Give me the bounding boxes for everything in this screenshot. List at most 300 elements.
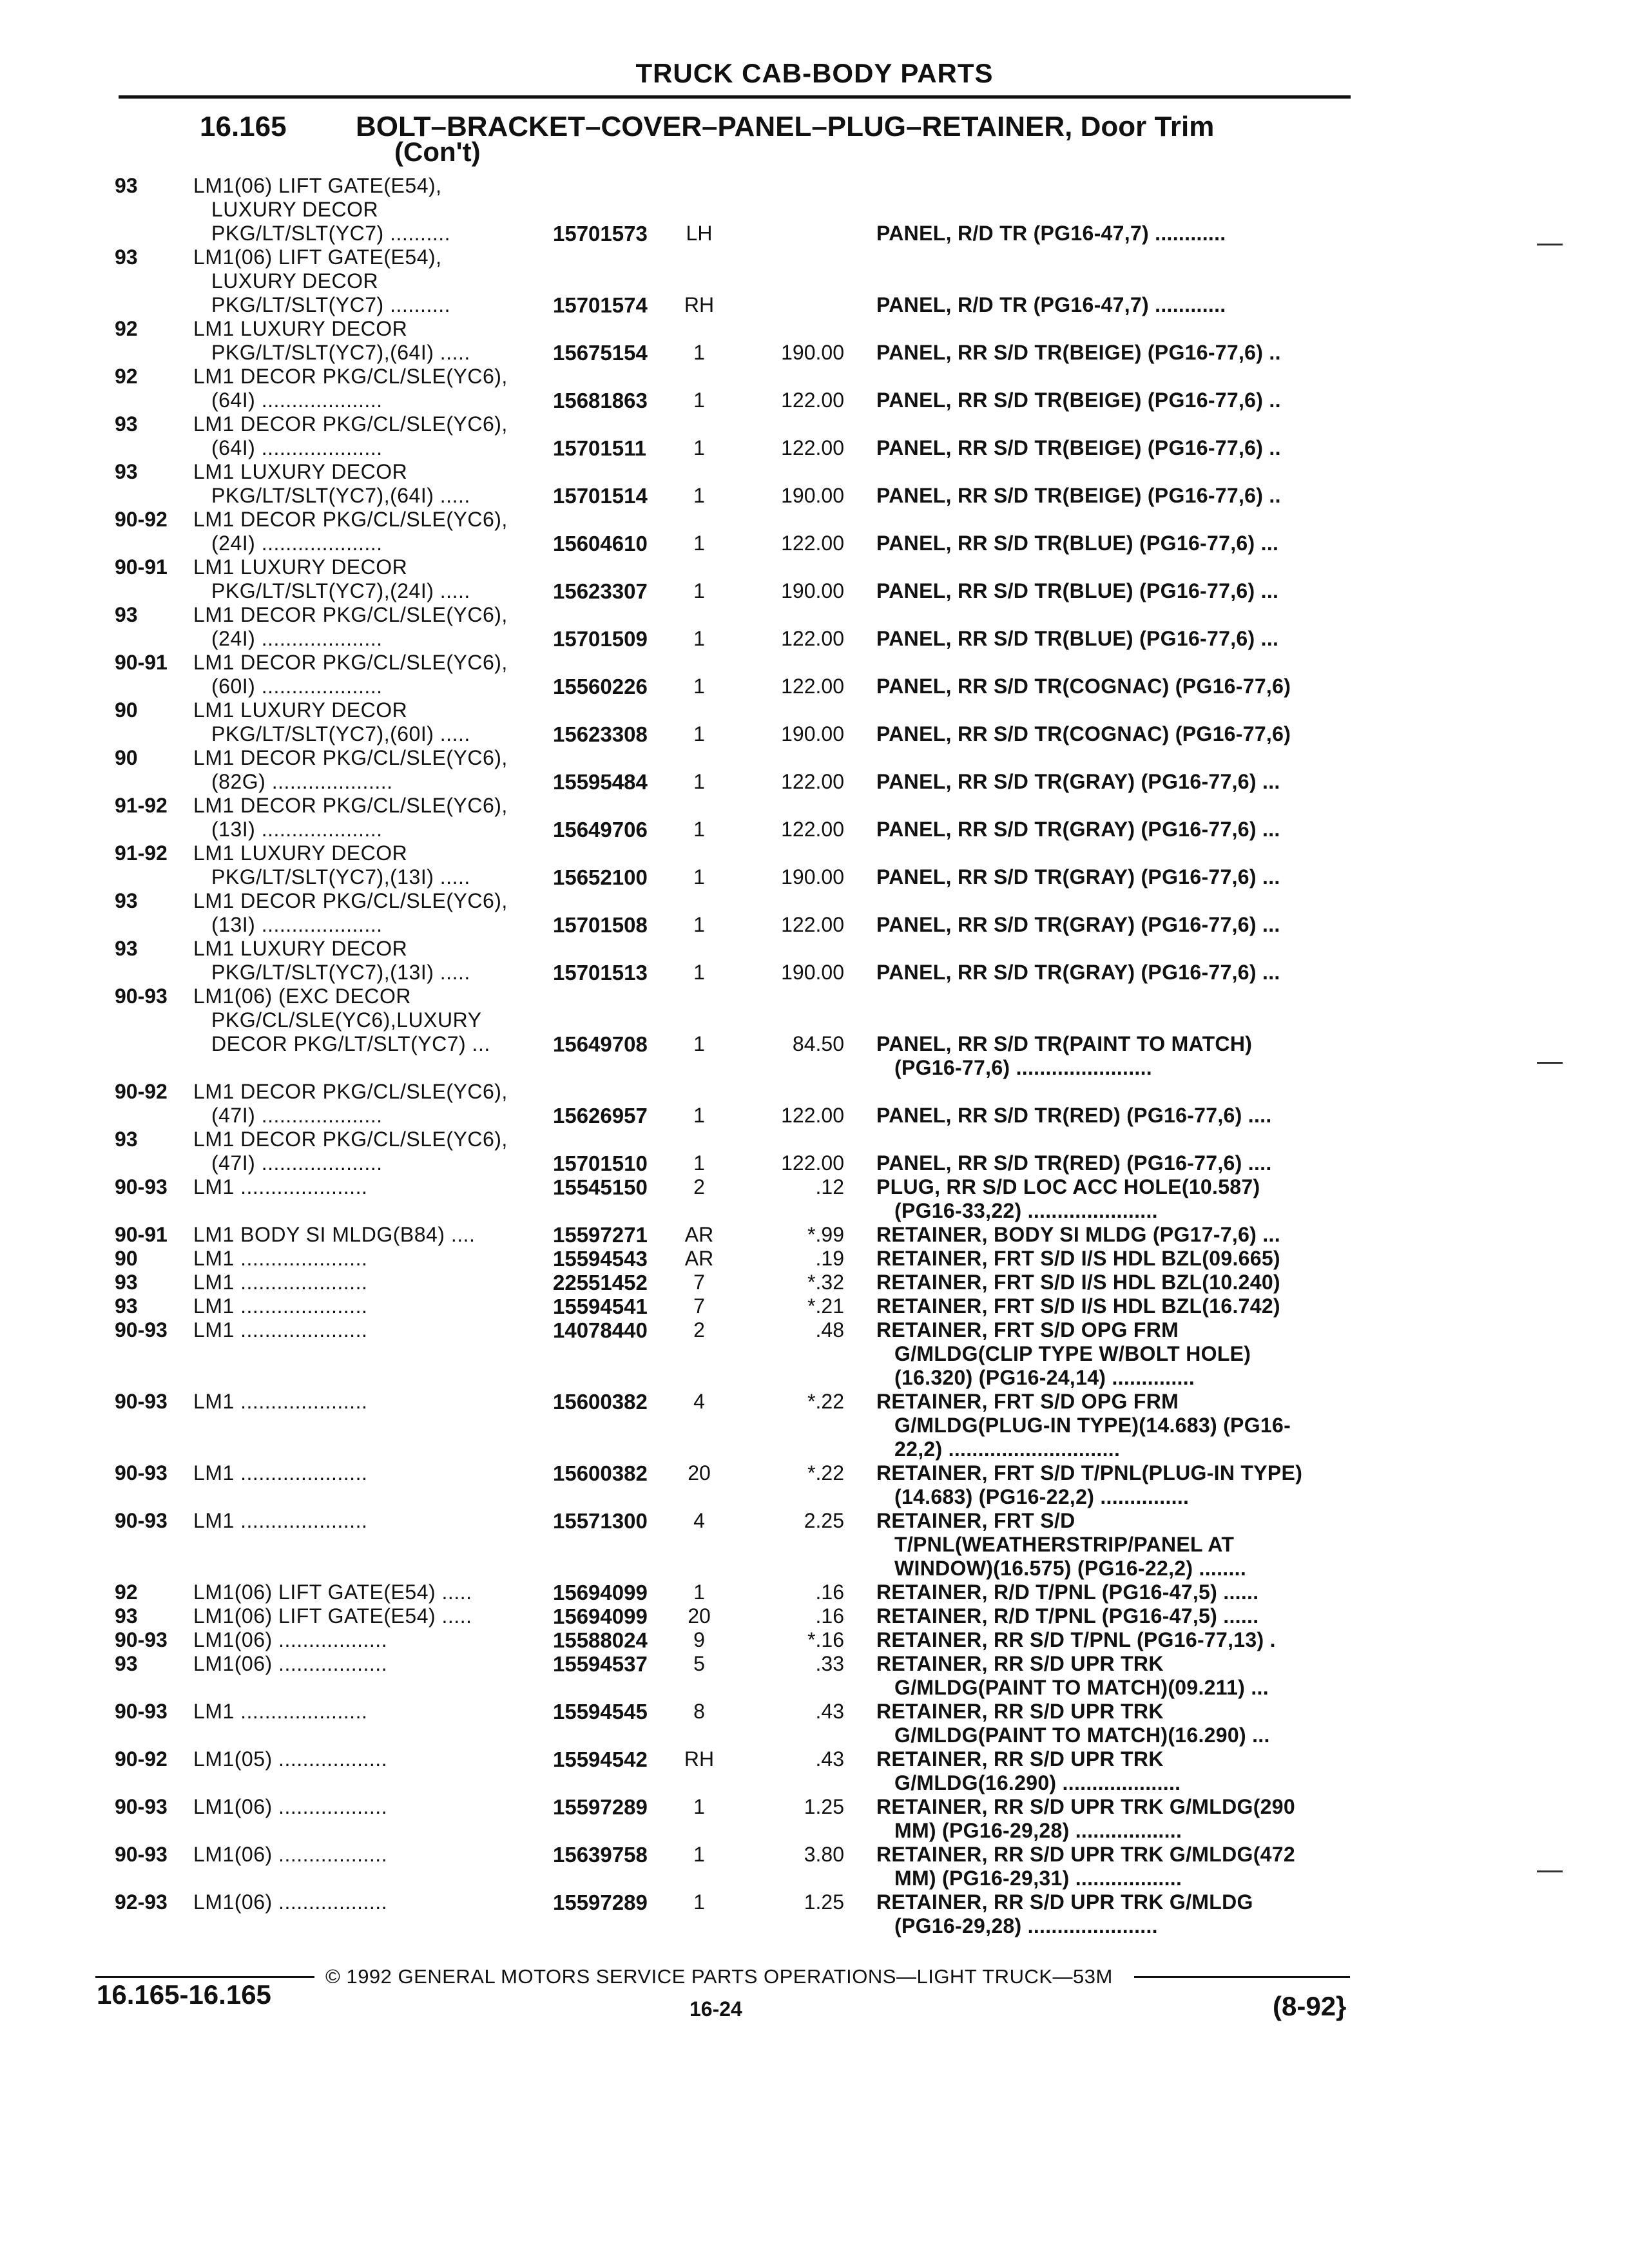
model-year: 92-93 <box>115 1890 168 1914</box>
usage-description: (47I) .................... <box>211 1151 383 1175</box>
price: .16 <box>815 1604 844 1628</box>
price: 2.25 <box>804 1509 844 1532</box>
model-year: 90-91 <box>115 555 168 579</box>
model-year: 90 <box>115 746 138 769</box>
part-name: PANEL, RR S/D TR(BEIGE) (PG16-77,6) .. <box>876 484 1281 507</box>
footer-page-number: 16-24 <box>689 1997 742 2021</box>
quantity: 1 <box>693 1032 705 1055</box>
margin-mark <box>1537 244 1563 245</box>
model-year: 91-92 <box>115 794 168 817</box>
margin-mark <box>1537 1870 1563 1872</box>
footer-date: (8-92} <box>1273 1991 1347 2021</box>
model-year: 90-92 <box>115 1080 168 1103</box>
model-year: 93 <box>115 1604 138 1628</box>
part-number: 15594542 <box>553 1747 648 1771</box>
usage-description: PKG/LT/SLT(YC7),(64I) ..... <box>211 341 470 364</box>
table-row <box>0 1509 1629 1581</box>
part-number: 15595484 <box>553 770 648 794</box>
part-name: PANEL, R/D TR (PG16-47,7) ............ <box>876 293 1226 316</box>
model-year: 93 <box>115 245 138 269</box>
part-number: 15701574 <box>553 293 648 317</box>
table-row <box>0 794 1629 841</box>
usage-description: PKG/CL/SLE(YC6),LUXURY <box>211 1008 482 1032</box>
table-row <box>0 1318 1629 1390</box>
usage-description: LM1(06) .................. <box>193 1795 388 1818</box>
part-name: RETAINER, FRT S/D I/S HDL BZL(10.240) <box>876 1271 1280 1294</box>
price: *.99 <box>807 1223 844 1246</box>
price: 122.00 <box>781 1151 844 1175</box>
part-number: 15681863 <box>553 389 648 412</box>
part-number: 15675154 <box>553 341 648 365</box>
footer-rule-right <box>1134 1976 1350 1978</box>
quantity: 1 <box>693 722 705 745</box>
model-year: 90-93 <box>115 1175 168 1198</box>
part-number: 15701513 <box>553 961 648 985</box>
usage-description: (47I) .................... <box>211 1104 383 1127</box>
part-name: PANEL, RR S/D TR(GRAY) (PG16-77,6) ... <box>876 818 1280 841</box>
table-row <box>0 985 1629 1080</box>
usage-description: PKG/LT/SLT(YC7),(60I) ..... <box>211 722 470 745</box>
usage-description: PKG/LT/SLT(YC7) .......... <box>211 222 450 245</box>
usage-description: LM1 LUXURY DECOR <box>193 460 408 483</box>
table-row <box>0 317 1629 365</box>
part-number: 15701511 <box>553 436 647 460</box>
usage-description: LM1 LUXURY DECOR <box>193 317 408 340</box>
table-row <box>0 1461 1629 1509</box>
model-year: 90 <box>115 698 138 722</box>
usage-description: LM1 DECOR PKG/CL/SLE(YC6), <box>193 508 508 531</box>
part-name: PANEL, RR S/D TR(GRAY) (PG16-77,6) ... <box>876 961 1280 984</box>
table-row <box>0 1294 1629 1318</box>
usage-description: LM1(06) .................. <box>193 1843 388 1866</box>
footer-rule-left <box>95 1976 314 1978</box>
model-year: 92 <box>115 365 138 388</box>
price: 122.00 <box>781 770 844 793</box>
price: 122.00 <box>781 1104 844 1127</box>
table-row <box>0 1843 1629 1890</box>
model-year: 90-93 <box>115 1509 168 1532</box>
model-year: 90-92 <box>115 508 168 531</box>
quantity: 4 <box>693 1390 705 1413</box>
price: 1.25 <box>804 1890 844 1914</box>
model-year: 90-93 <box>115 1628 168 1651</box>
table-row <box>0 460 1629 508</box>
page-header: TRUCK CAB-BODY PARTS <box>635 58 994 88</box>
model-year: 93 <box>115 174 138 197</box>
usage-description: LM1 LUXURY DECOR <box>193 698 408 722</box>
usage-description: (13I) .................... <box>211 913 383 936</box>
usage-description: LM1(06) .................. <box>193 1652 388 1675</box>
usage-description: LM1 DECOR PKG/CL/SLE(YC6), <box>193 1128 508 1151</box>
part-name: PANEL, RR S/D TR(BLUE) (PG16-77,6) ... <box>876 627 1279 650</box>
table-row <box>0 1080 1629 1128</box>
part-name: RETAINER, BODY SI MLDG (PG17-7,6) ... <box>876 1223 1280 1246</box>
price: 122.00 <box>781 913 844 936</box>
usage-description: LM1 LUXURY DECOR <box>193 937 408 960</box>
part-number: 15701514 <box>553 484 648 508</box>
table-row <box>0 841 1629 889</box>
quantity: 5 <box>693 1652 705 1675</box>
price: 122.00 <box>781 818 844 841</box>
quantity: 1 <box>693 341 705 364</box>
part-number: 15652100 <box>553 865 648 889</box>
part-name: PANEL, RR S/D TR(BLUE) (PG16-77,6) ... <box>876 579 1279 602</box>
usage-description: LM1(06) LIFT GATE(E54) ..... <box>193 1581 472 1604</box>
model-year: 90 <box>115 1247 138 1270</box>
quantity: AR <box>684 1223 714 1246</box>
part-name: PANEL, RR S/D TR(BLUE) (PG16-77,6) ... <box>876 532 1279 555</box>
table-row <box>0 555 1629 603</box>
table-row <box>0 1390 1629 1461</box>
usage-description: LM1(06) LIFT GATE(E54), <box>193 245 442 269</box>
usage-description: LM1(06) LIFT GATE(E54) ..... <box>193 1604 472 1628</box>
price: 190.00 <box>781 865 844 889</box>
table-row <box>0 1271 1629 1294</box>
model-year: 90-92 <box>115 1747 168 1771</box>
part-number: 15701508 <box>553 913 648 937</box>
usage-description: LM1 LUXURY DECOR <box>193 555 408 579</box>
table-row <box>0 1581 1629 1604</box>
part-name: MM) (PG16-29,28) .................. <box>894 1819 1182 1842</box>
price: .33 <box>815 1652 844 1675</box>
part-number: 15694099 <box>553 1604 648 1628</box>
quantity: 1 <box>693 961 705 984</box>
usage-description: LM1 DECOR PKG/CL/SLE(YC6), <box>193 746 508 769</box>
section-number: 16.165 <box>200 111 287 142</box>
usage-description: LM1 DECOR PKG/CL/SLE(YC6), <box>193 794 508 817</box>
part-name: PANEL, RR S/D TR(GRAY) (PG16-77,6) ... <box>876 865 1280 889</box>
part-name: PANEL, RR S/D TR(RED) (PG16-77,6) .... <box>876 1151 1272 1175</box>
price: .48 <box>815 1318 844 1341</box>
quantity: 1 <box>693 770 705 793</box>
quantity: 1 <box>693 1795 705 1818</box>
part-name: 22,2) ............................. <box>894 1437 1121 1461</box>
model-year: 90-93 <box>115 1461 168 1485</box>
part-number: 15588024 <box>553 1628 648 1652</box>
price: 190.00 <box>781 579 844 602</box>
quantity: 1 <box>693 1151 705 1175</box>
usage-description: LUXURY DECOR <box>211 198 379 221</box>
quantity: 20 <box>688 1604 711 1628</box>
part-number: 15649708 <box>553 1032 648 1056</box>
part-name: G/MLDG(PLUG-IN TYPE)(14.683) (PG16- <box>894 1414 1291 1437</box>
usage-description: LM1 ..................... <box>193 1509 368 1532</box>
table-row <box>0 245 1629 317</box>
usage-description: (24I) .................... <box>211 627 383 650</box>
table-row <box>0 1128 1629 1175</box>
usage-description: (82G) .................... <box>211 770 393 793</box>
table-row <box>0 1604 1629 1628</box>
price: 122.00 <box>781 532 844 555</box>
quantity: 7 <box>693 1271 705 1294</box>
price: 190.00 <box>781 341 844 364</box>
usage-description: LM1 ..................... <box>193 1390 368 1413</box>
usage-description: (64I) .................... <box>211 389 383 412</box>
part-name: (PG16-29,28) ...................... <box>894 1914 1158 1937</box>
part-name: RETAINER, FRT S/D OPG FRM <box>876 1390 1179 1413</box>
quantity: AR <box>684 1247 714 1270</box>
model-year: 90-93 <box>115 1390 168 1413</box>
part-name: PANEL, RR S/D TR(GRAY) (PG16-77,6) ... <box>876 770 1280 793</box>
part-number: 15600382 <box>553 1390 648 1414</box>
quantity: RH <box>684 1747 715 1771</box>
table-row <box>0 746 1629 794</box>
model-year: 92 <box>115 317 138 340</box>
usage-description: LM1(05) .................. <box>193 1747 388 1771</box>
part-number: 15594543 <box>553 1247 648 1271</box>
usage-description: LM1 ..................... <box>193 1700 368 1723</box>
price: 122.00 <box>781 675 844 698</box>
part-name: RETAINER, RR S/D UPR TRK G/MLDG <box>876 1890 1253 1914</box>
quantity: 1 <box>693 532 705 555</box>
part-number: 15597289 <box>553 1890 648 1914</box>
model-year: 90-91 <box>115 651 168 674</box>
usage-description: (13I) .................... <box>211 818 383 841</box>
model-year: 93 <box>115 1294 138 1318</box>
table-row <box>0 889 1629 937</box>
part-name: PANEL, RR S/D TR(GRAY) (PG16-77,6) ... <box>876 913 1280 936</box>
table-row <box>0 1628 1629 1652</box>
part-number: 15639758 <box>553 1843 648 1867</box>
part-number: 15594545 <box>553 1700 648 1724</box>
header-rule <box>119 95 1351 99</box>
part-name: (PG16-33,22) ...................... <box>894 1199 1158 1222</box>
part-number: 15701509 <box>553 627 648 651</box>
part-name: MM) (PG16-29,31) .................. <box>894 1867 1182 1890</box>
part-name: PANEL, RR S/D TR(BEIGE) (PG16-77,6) .. <box>876 389 1281 412</box>
part-number: 15623308 <box>553 722 648 746</box>
price: *.21 <box>807 1294 844 1318</box>
footer-section-range: 16.165-16.165 <box>97 1979 271 2010</box>
part-number: 15626957 <box>553 1104 648 1128</box>
model-year: 93 <box>115 412 138 436</box>
section-subtitle: (Con't) <box>394 137 481 167</box>
parts-table <box>0 174 1629 1938</box>
price: .43 <box>815 1747 844 1771</box>
price: 190.00 <box>781 961 844 984</box>
quantity: 1 <box>693 484 705 507</box>
part-name: RETAINER, FRT S/D <box>876 1509 1075 1532</box>
part-number: 15560226 <box>553 675 648 698</box>
part-number: 22551452 <box>553 1271 648 1294</box>
usage-description: LM1(06) .................. <box>193 1890 388 1914</box>
part-name: RETAINER, RR S/D UPR TRK G/MLDG(472 <box>876 1843 1295 1866</box>
price: 122.00 <box>781 389 844 412</box>
table-row <box>0 1223 1629 1247</box>
usage-description: LM1 ..................... <box>193 1175 368 1198</box>
price: *.32 <box>807 1271 844 1294</box>
usage-description: LM1 ..................... <box>193 1318 368 1341</box>
part-number: 15545150 <box>553 1175 648 1199</box>
quantity: 4 <box>693 1509 705 1532</box>
usage-description: DECOR PKG/LT/SLT(YC7) ... <box>211 1032 490 1055</box>
quantity: 1 <box>693 627 705 650</box>
model-year: 93 <box>115 937 138 960</box>
quantity: 7 <box>693 1294 705 1318</box>
part-name: RETAINER, FRT S/D OPG FRM <box>876 1318 1179 1341</box>
price: *.22 <box>807 1390 844 1413</box>
part-number: 15701573 <box>553 222 648 245</box>
usage-description: (64I) .................... <box>211 436 383 459</box>
part-name: PLUG, RR S/D LOC ACC HOLE(10.587) <box>876 1175 1260 1198</box>
price: *.22 <box>807 1461 844 1485</box>
table-row <box>0 1175 1629 1223</box>
table-row <box>0 1795 1629 1843</box>
model-year: 90-93 <box>115 985 168 1008</box>
model-year: 90-93 <box>115 1318 168 1341</box>
usage-description: PKG/LT/SLT(YC7) .......... <box>211 293 450 316</box>
model-year: 90-93 <box>115 1700 168 1723</box>
usage-description: LM1 ..................... <box>193 1294 368 1318</box>
usage-description: LM1 DECOR PKG/CL/SLE(YC6), <box>193 651 508 674</box>
part-name: RETAINER, R/D T/PNL (PG16-47,5) ...... <box>876 1604 1259 1628</box>
usage-description: LM1 DECOR PKG/CL/SLE(YC6), <box>193 412 508 436</box>
price: 122.00 <box>781 436 844 459</box>
part-number: 15623307 <box>553 579 648 603</box>
table-row <box>0 1700 1629 1747</box>
price: .12 <box>815 1175 844 1198</box>
part-name: PANEL, RR S/D TR(BEIGE) (PG16-77,6) .. <box>876 436 1281 459</box>
quantity: 1 <box>693 389 705 412</box>
part-name: (14.683) (PG16-22,2) ............... <box>894 1485 1190 1508</box>
part-number: 15600382 <box>553 1461 648 1485</box>
price: *.16 <box>807 1628 844 1651</box>
usage-description: (24I) .................... <box>211 532 383 555</box>
usage-description: PKG/LT/SLT(YC7),(24I) ..... <box>211 579 470 602</box>
model-year: 93 <box>115 460 138 483</box>
price: 1.25 <box>804 1795 844 1818</box>
model-year: 93 <box>115 603 138 626</box>
part-name: PANEL, RR S/D TR(RED) (PG16-77,6) .... <box>876 1104 1272 1127</box>
footer-copyright: © 1992 GENERAL MOTORS SERVICE PARTS OPERATIONS—LIGHT TRUCK—53M <box>325 1965 1113 1988</box>
part-name: WINDOW)(16.575) (PG16-22,2) ........ <box>894 1557 1247 1580</box>
table-row <box>0 1247 1629 1271</box>
table-row <box>0 603 1629 651</box>
quantity: 1 <box>693 1104 705 1127</box>
part-number: 14078440 <box>553 1318 648 1342</box>
table-row <box>0 1890 1629 1938</box>
quantity: LH <box>686 222 713 245</box>
quantity: 1 <box>693 436 705 459</box>
table-row <box>0 937 1629 985</box>
price: .16 <box>815 1581 844 1604</box>
part-number: 15694099 <box>553 1581 648 1604</box>
usage-description: LM1 DECOR PKG/CL/SLE(YC6), <box>193 1080 508 1103</box>
part-name: RETAINER, RR S/D T/PNL (PG16-77,13) . <box>876 1628 1276 1651</box>
part-number: 15594537 <box>553 1652 648 1676</box>
part-name: G/MLDG(CLIP TYPE W/BOLT HOLE) <box>894 1342 1251 1365</box>
part-name: G/MLDG(16.290) .................... <box>894 1771 1181 1794</box>
part-name: RETAINER, R/D T/PNL (PG16-47,5) ...... <box>876 1581 1259 1604</box>
quantity: 20 <box>688 1461 711 1485</box>
usage-description: PKG/LT/SLT(YC7),(64I) ..... <box>211 484 470 507</box>
part-number: 15604610 <box>553 532 648 555</box>
price: 3.80 <box>804 1843 844 1866</box>
table-row <box>0 365 1629 412</box>
part-number: 15594541 <box>553 1294 648 1318</box>
part-name: (PG16-77,6) ....................... <box>894 1056 1152 1079</box>
price: 190.00 <box>781 484 844 507</box>
usage-description: LM1(06) (EXC DECOR <box>193 985 411 1008</box>
part-number: 15701510 <box>553 1151 648 1175</box>
part-name: RETAINER, FRT S/D I/S HDL BZL(09.665) <box>876 1247 1280 1270</box>
table-row <box>0 508 1629 555</box>
part-name: (16.320) (PG16-24,14) .............. <box>894 1366 1195 1389</box>
usage-description: LM1(06) LIFT GATE(E54), <box>193 174 442 197</box>
quantity: 1 <box>693 913 705 936</box>
part-name: PANEL, RR S/D TR(PAINT TO MATCH) <box>876 1032 1253 1055</box>
quantity: 1 <box>693 818 705 841</box>
part-name: PANEL, RR S/D TR(COGNAC) (PG16-77,6) <box>876 722 1291 745</box>
price: 190.00 <box>781 722 844 745</box>
quantity: RH <box>684 293 715 316</box>
part-name: G/MLDG(PAINT TO MATCH)(16.290) ... <box>894 1724 1270 1747</box>
price: .19 <box>815 1247 844 1270</box>
table-row <box>0 651 1629 698</box>
part-name: RETAINER, RR S/D UPR TRK <box>876 1747 1164 1771</box>
part-number: 15649706 <box>553 818 648 841</box>
model-year: 93 <box>115 1652 138 1675</box>
usage-description: LM1 DECOR PKG/CL/SLE(YC6), <box>193 365 508 388</box>
part-name: RETAINER, FRT S/D I/S HDL BZL(16.742) <box>876 1294 1280 1318</box>
model-year: 92 <box>115 1581 138 1604</box>
quantity: 1 <box>693 865 705 889</box>
usage-description: LM1 ..................... <box>193 1271 368 1294</box>
quantity: 1 <box>693 1890 705 1914</box>
usage-description: LM1 DECOR PKG/CL/SLE(YC6), <box>193 603 508 626</box>
part-number: 15597271 <box>553 1223 648 1247</box>
model-year: 90-91 <box>115 1223 168 1246</box>
table-row <box>0 698 1629 746</box>
usage-description: LM1 ..................... <box>193 1247 368 1270</box>
part-name: RETAINER, RR S/D UPR TRK <box>876 1700 1164 1723</box>
usage-description: LM1 DECOR PKG/CL/SLE(YC6), <box>193 889 508 912</box>
model-year: 90-93 <box>115 1795 168 1818</box>
part-name: G/MLDG(PAINT TO MATCH)(09.211) ... <box>894 1676 1269 1699</box>
quantity: 1 <box>693 579 705 602</box>
model-year: 90-93 <box>115 1843 168 1866</box>
table-row <box>0 174 1629 245</box>
margin-mark <box>1537 1062 1563 1064</box>
part-name: T/PNL(WEATHERSTRIP/PANEL AT <box>894 1533 1235 1556</box>
part-name: RETAINER, RR S/D UPR TRK G/MLDG(290 <box>876 1795 1295 1818</box>
table-row <box>0 412 1629 460</box>
part-name: PANEL, RR S/D TR(COGNAC) (PG16-77,6) <box>876 675 1291 698</box>
price: 122.00 <box>781 627 844 650</box>
quantity: 1 <box>693 675 705 698</box>
price: .43 <box>815 1700 844 1723</box>
usage-description: LM1 BODY SI MLDG(B84) .... <box>193 1223 476 1246</box>
part-number: 15597289 <box>553 1795 648 1819</box>
price: 84.50 <box>792 1032 844 1055</box>
usage-description: LM1(06) .................. <box>193 1628 388 1651</box>
quantity: 9 <box>693 1628 705 1651</box>
model-year: 93 <box>115 889 138 912</box>
part-name: RETAINER, RR S/D UPR TRK <box>876 1652 1164 1675</box>
table-row <box>0 1747 1629 1795</box>
usage-description: LM1 ..................... <box>193 1461 368 1485</box>
part-name: RETAINER, FRT S/D T/PNL(PLUG-IN TYPE) <box>876 1461 1303 1485</box>
quantity: 1 <box>693 1843 705 1866</box>
quantity: 2 <box>693 1318 705 1341</box>
part-number: 15571300 <box>553 1509 648 1533</box>
quantity: 1 <box>693 1581 705 1604</box>
usage-description: LM1 LUXURY DECOR <box>193 841 408 865</box>
model-year: 93 <box>115 1271 138 1294</box>
usage-description: (60I) .................... <box>211 675 383 698</box>
usage-description: PKG/LT/SLT(YC7),(13I) ..... <box>211 961 470 984</box>
part-name: PANEL, RR S/D TR(BEIGE) (PG16-77,6) .. <box>876 341 1281 364</box>
